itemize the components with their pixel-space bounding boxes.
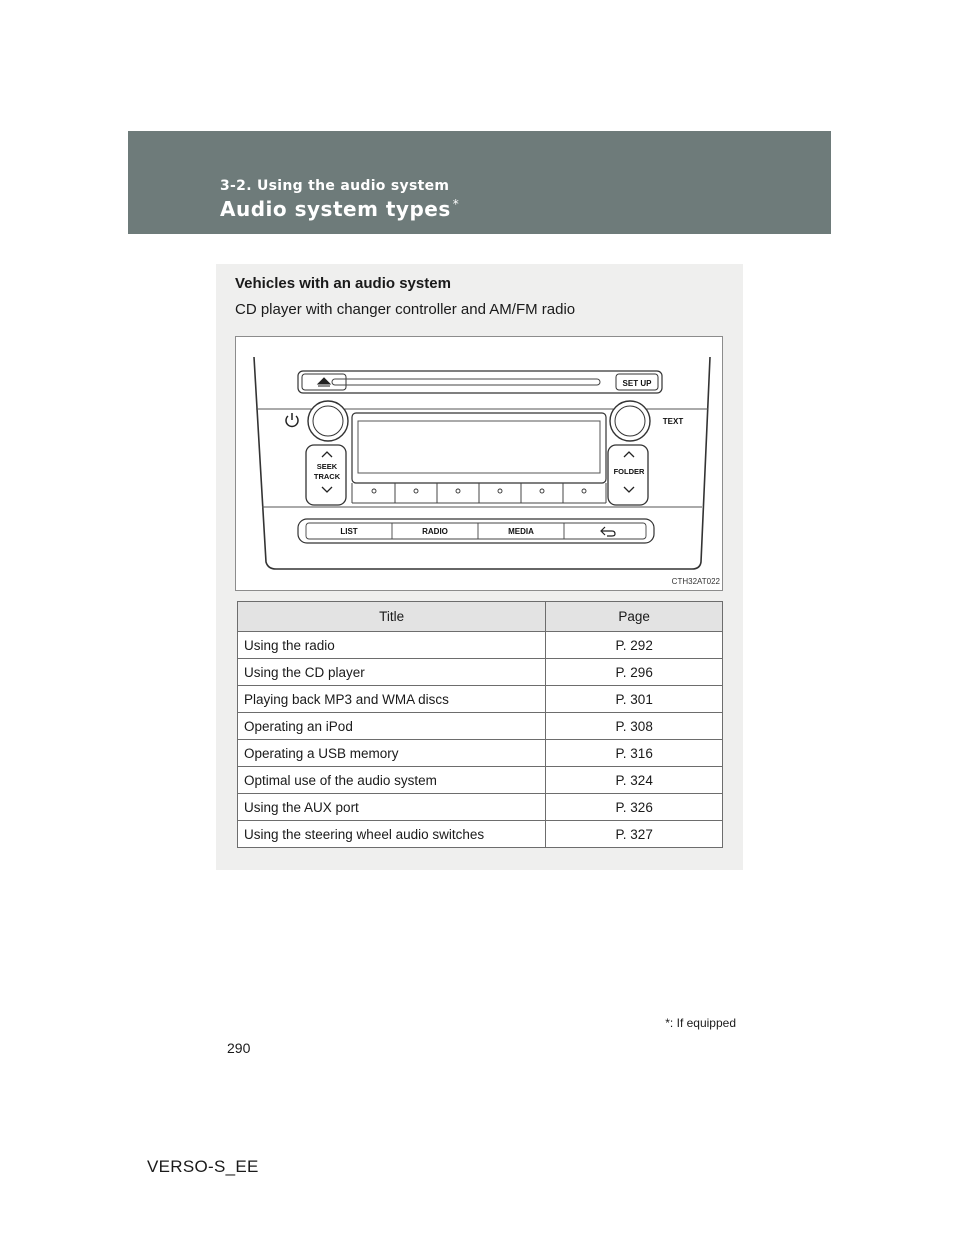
folder-label: FOLDER [613, 467, 645, 476]
audio-unit-illustration [235, 336, 723, 591]
page-cell: P. 308 [546, 713, 723, 740]
set-up-button-label: SET UP [622, 379, 652, 388]
page-heading [220, 197, 459, 221]
section-label: 3-2. Using the audio system [220, 178, 450, 194]
seek-label: SEEK [316, 462, 338, 471]
audio-features-table [237, 601, 723, 848]
media-button-label: MEDIA [508, 527, 534, 536]
table-row [238, 659, 723, 686]
page-cell: P. 292 [546, 632, 723, 659]
power-icon [286, 413, 298, 426]
table-row [238, 686, 723, 713]
column-header-title: Title [238, 602, 546, 632]
footnote: *: If equipped [665, 1016, 736, 1030]
table-row [238, 713, 723, 740]
table-row [238, 821, 723, 848]
title-cell: Optimal use of the audio system [238, 767, 546, 794]
table-header-row [238, 602, 723, 632]
page-number: 290 [227, 1040, 251, 1056]
page-cell: P. 324 [546, 767, 723, 794]
radio-button-label: RADIO [422, 527, 448, 536]
table-row [238, 740, 723, 767]
page-cell: P. 326 [546, 794, 723, 821]
title-cell: Playing back MP3 and WMA discs [238, 686, 546, 713]
page-heading-text: Audio system types [220, 197, 451, 221]
header-band [128, 131, 831, 234]
illustration-code: CTH32AT022 [671, 577, 720, 586]
column-header-page: Page [546, 602, 723, 632]
equipped-marker: * [452, 197, 460, 211]
page-cell: P. 327 [546, 821, 723, 848]
table-row [238, 632, 723, 659]
page-cell: P. 296 [546, 659, 723, 686]
title-cell: Using the radio [238, 632, 546, 659]
title-cell: Using the CD player [238, 659, 546, 686]
track-label: TRACK [313, 472, 341, 481]
title-cell: Operating a USB memory [238, 740, 546, 767]
panel-subtitle: CD player with changer controller and AM/FM radio [235, 301, 576, 318]
text-button-label: TEXT [662, 417, 684, 426]
audio-unit-drawing [236, 337, 722, 590]
table-row [238, 767, 723, 794]
table-row [238, 794, 723, 821]
page-cell: P. 316 [546, 740, 723, 767]
document-code: VERSO-S_EE [147, 1157, 259, 1176]
panel-title: Vehicles with an audio system [235, 275, 451, 292]
title-cell: Using the steering wheel audio switches [238, 821, 546, 848]
title-cell: Using the AUX port [238, 794, 546, 821]
title-cell: Operating an iPod [238, 713, 546, 740]
list-button-label: LIST [340, 527, 358, 536]
audio-system-panel [216, 264, 743, 870]
page-cell: P. 301 [546, 686, 723, 713]
